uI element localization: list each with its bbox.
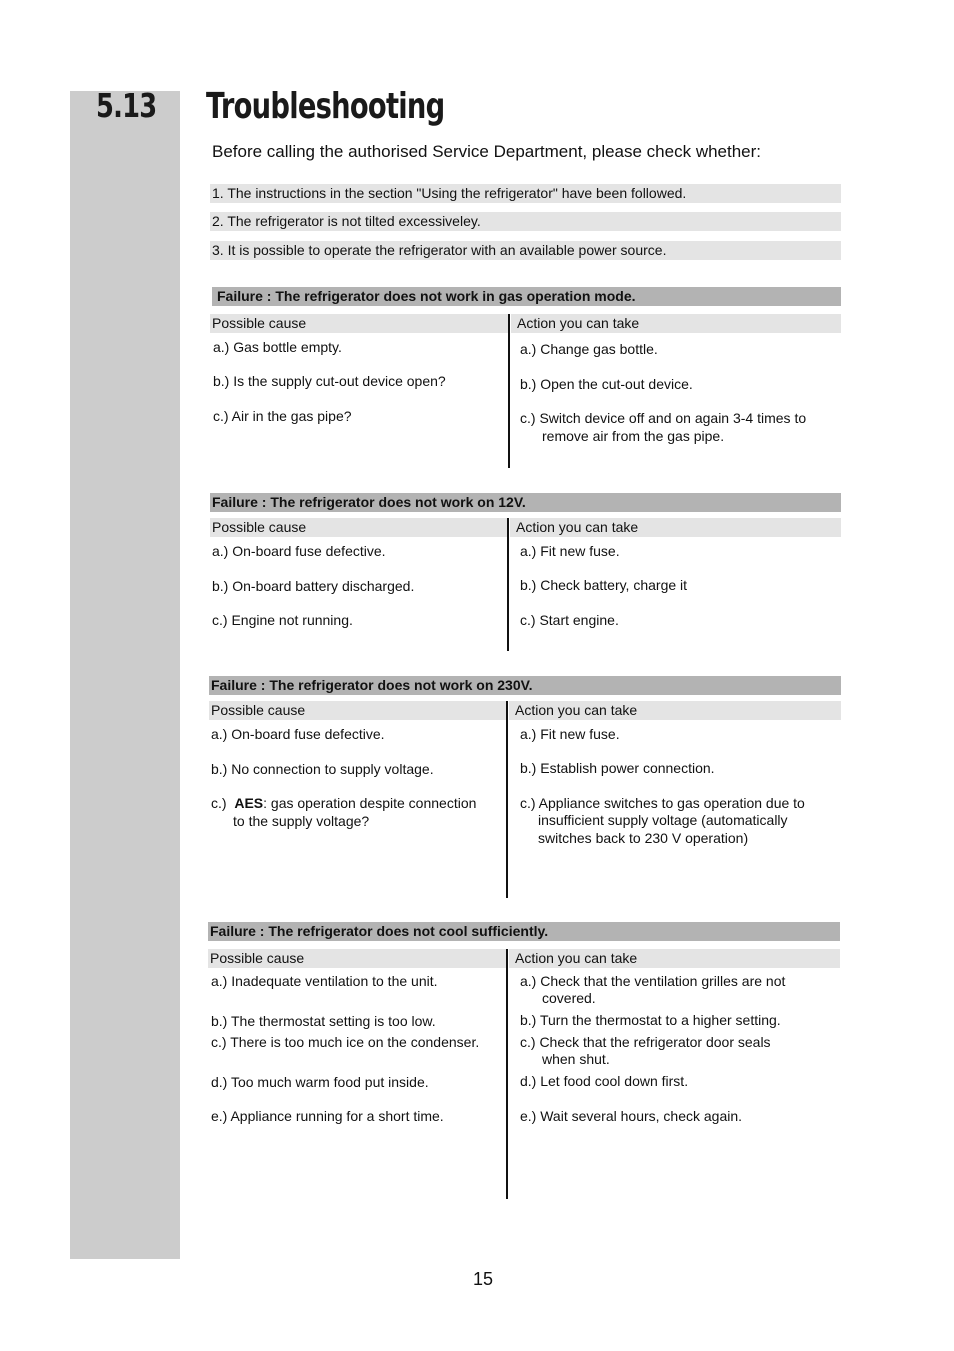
- column-header-action: Action you can take: [509, 701, 841, 720]
- action-item: c.) Start engine.: [520, 612, 619, 628]
- cause-item: b.) The thermostat setting is too low.: [211, 1013, 436, 1029]
- cause-item: b.) On-board battery discharged.: [212, 578, 415, 594]
- check-item-2: 2. The refrigerator is not tilted excessiveley.: [210, 212, 841, 231]
- column-header-cause: Possible cause: [210, 518, 507, 537]
- action-item: c.) Check that the refrigerator door seals: [520, 1034, 771, 1050]
- action-item: c.) Appliance switches to gas operation due to: [520, 795, 805, 811]
- cause-item: b.) Is the supply cut-out device open?: [213, 373, 446, 389]
- cause-item: e.) Appliance running for a short time.: [211, 1108, 444, 1124]
- page-title: Troubleshooting: [206, 86, 445, 127]
- section-sidebar-band: [70, 91, 180, 1259]
- column-header-cause: Possible cause: [210, 314, 508, 333]
- action-item: insufficient supply voltage (automatically: [538, 812, 788, 828]
- failure-heading-gas: Failure : The refrigerator does not work in gas operation mode.: [212, 287, 841, 306]
- check-item-3: 3. It is possible to operate the refrigerator with an available power source.: [210, 241, 841, 260]
- check-item-1: 1. The instructions in the section "Using the refrigerator" have been followed.: [210, 184, 841, 203]
- action-item: a.) Check that the ventilation grilles are not: [520, 973, 786, 989]
- cause-item: a.) On-board fuse defective.: [211, 726, 385, 742]
- action-item: a.) Change gas bottle.: [520, 341, 658, 357]
- cause-item: c.) There is too much ice on the condenser.: [211, 1034, 480, 1050]
- action-item: b.) Check battery, charge it: [520, 577, 688, 593]
- intro-text: Before calling the authorised Service Department, please check whether:: [212, 142, 762, 161]
- failure-heading-cooling: Failure : The refrigerator does not cool sufficiently.: [208, 922, 840, 941]
- cause-item: c.) Air in the gas pipe?: [213, 408, 352, 424]
- failure-heading-12v: Failure : The refrigerator does not work on 12V.: [210, 493, 841, 512]
- column-divider: [507, 518, 509, 651]
- action-item: switches back to 230 V operation): [538, 830, 749, 846]
- action-item: remove air from the gas pipe.: [542, 428, 725, 444]
- column-divider: [508, 314, 510, 468]
- action-item: covered.: [542, 990, 596, 1006]
- column-divider: [506, 949, 508, 1199]
- cause-item: a.) Inadequate ventilation to the unit.: [211, 973, 438, 989]
- cause-item: c.) AES: gas operation despite connection: [211, 795, 477, 811]
- failure-heading-230v: Failure : The refrigerator does not work on 230V.: [209, 676, 841, 695]
- cause-item: a.) On-board fuse defective.: [212, 543, 386, 559]
- cause-item: a.) Gas bottle empty.: [213, 339, 342, 355]
- action-item: b.) Establish power connection.: [520, 760, 715, 776]
- column-header-cause: Possible cause: [209, 701, 506, 720]
- cause-item: to the supply voltage?: [233, 813, 370, 829]
- cause-item: c.) Engine not running.: [212, 612, 353, 628]
- column-divider: [506, 701, 508, 898]
- cause-item: d.) Too much warm food put inside.: [211, 1074, 429, 1090]
- action-item: b.) Turn the thermostat to a higher setting.: [520, 1012, 781, 1028]
- action-item: e.) Wait several hours, check again.: [520, 1108, 743, 1124]
- action-item: when shut.: [542, 1051, 610, 1067]
- page-number: 15: [472, 1269, 494, 1289]
- action-item: a.) Fit new fuse.: [520, 726, 620, 742]
- action-item: a.) Fit new fuse.: [520, 543, 620, 559]
- action-item: b.) Open the cut-out device.: [520, 376, 693, 392]
- action-item: d.) Let food cool down first.: [520, 1073, 689, 1089]
- cause-item: b.) No connection to supply voltage.: [211, 761, 434, 777]
- section-number: 5.13: [96, 86, 157, 125]
- column-header-cause: Possible cause: [208, 949, 506, 968]
- action-item: c.) Switch device off and on again 3-4 times to: [520, 410, 807, 426]
- column-header-action: Action you can take: [511, 314, 841, 333]
- column-header-action: Action you can take: [510, 518, 841, 537]
- aes-label: AES: [234, 795, 264, 811]
- column-header-action: Action you can take: [509, 949, 840, 968]
